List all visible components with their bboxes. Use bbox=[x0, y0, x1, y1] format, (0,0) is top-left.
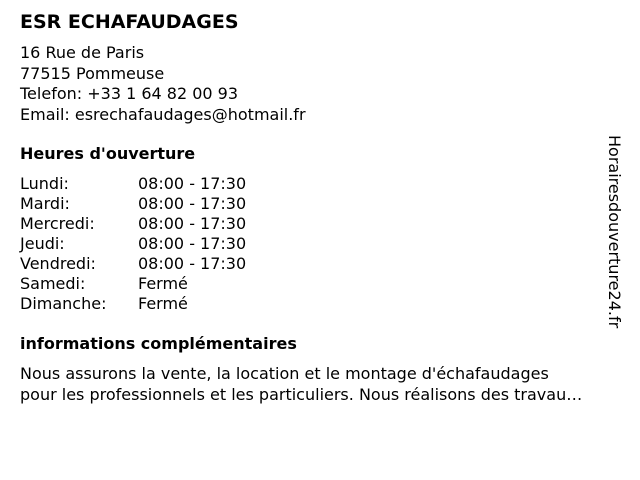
additional-info-text bbox=[20, 364, 632, 405]
street-address: 16 Rue de Paris bbox=[20, 43, 145, 62]
time-value: Fermé bbox=[138, 294, 188, 313]
opening-hours-table bbox=[20, 174, 246, 314]
time-value: 08:00 - 17:30 bbox=[138, 254, 247, 273]
hours-row-sunday bbox=[20, 294, 246, 314]
hours-row-wednesday bbox=[20, 214, 246, 234]
hours-row-friday bbox=[20, 254, 246, 274]
site-brand-label: Horairesdouverture24.fr bbox=[605, 135, 624, 329]
day-label: Dimanche: bbox=[20, 294, 107, 313]
info-line: pour les professionnels et les particuliers. Nous réalisons des travau… bbox=[20, 384, 583, 404]
day-label: Lundi: bbox=[20, 174, 69, 193]
day-label: Jeudi: bbox=[20, 234, 65, 253]
business-name: ESR ECHAFAUDAGES bbox=[20, 11, 239, 33]
time-value: 08:00 - 17:30 bbox=[138, 214, 247, 233]
time-value: 08:00 - 17:30 bbox=[138, 194, 247, 213]
hours-row-tuesday bbox=[20, 194, 246, 214]
city-address: 77515 Pommeuse bbox=[20, 63, 165, 83]
hours-row-saturday bbox=[20, 274, 246, 294]
info-line: Nous assurons la vente, la location et le montage d'échafaudages bbox=[20, 364, 549, 383]
email-address: Email: esrechafaudages@hotmail.fr bbox=[20, 104, 306, 124]
time-value: 08:00 - 17:30 bbox=[138, 234, 247, 253]
opening-hours-heading: Heures d'ouverture bbox=[20, 144, 196, 163]
day-label: Mardi: bbox=[20, 194, 70, 213]
time-value: 08:00 - 17:30 bbox=[138, 174, 247, 193]
time-value: Fermé bbox=[138, 274, 188, 293]
hours-row-monday bbox=[20, 174, 246, 194]
phone-number: Telefon: +33 1 64 82 00 93 bbox=[20, 84, 239, 103]
day-label: Vendredi: bbox=[20, 254, 96, 273]
additional-info-heading: informations complémentaires bbox=[20, 334, 297, 353]
day-label: Samedi: bbox=[20, 274, 86, 293]
business-contact bbox=[20, 43, 306, 125]
day-label: Mercredi: bbox=[20, 214, 95, 233]
hours-row-thursday bbox=[20, 234, 246, 254]
